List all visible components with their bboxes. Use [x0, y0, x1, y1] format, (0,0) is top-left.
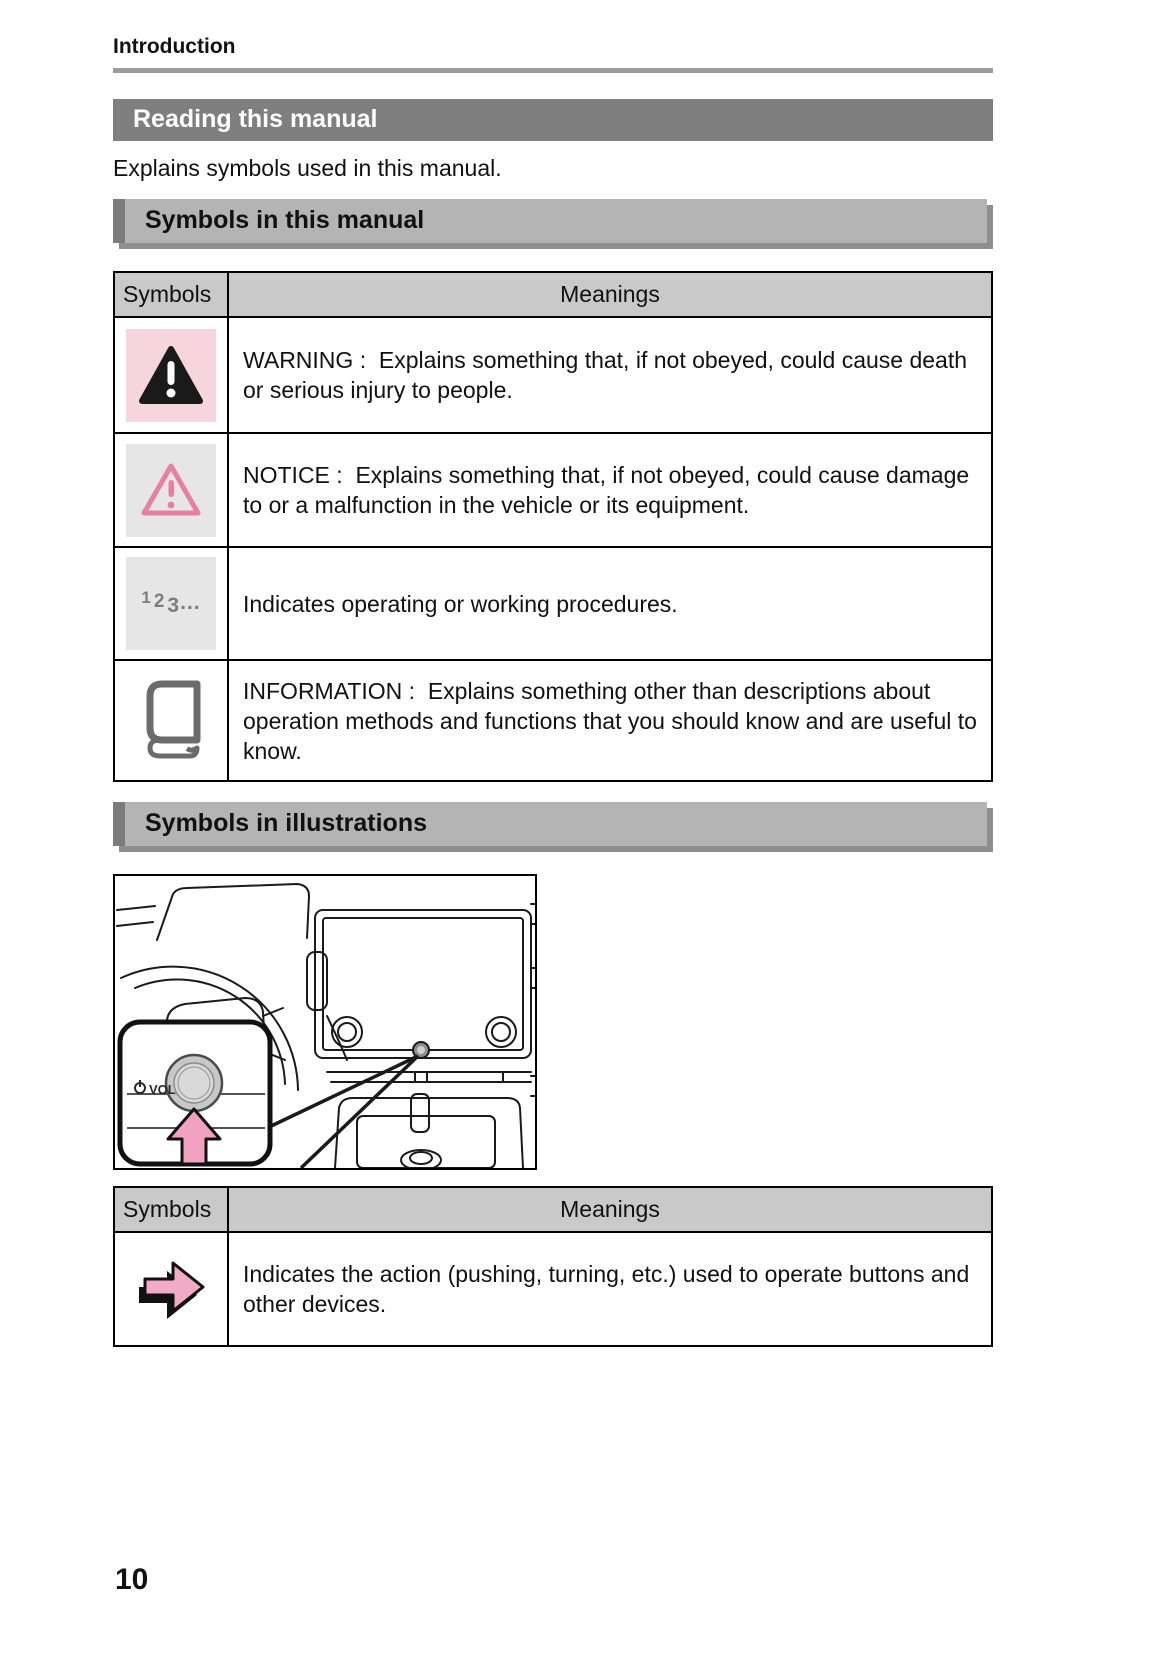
dashboard-lines — [117, 906, 155, 926]
header-rule — [113, 68, 993, 73]
table-row-information — [114, 660, 992, 781]
meaning-text: Indicates operating or working procedures. — [228, 547, 992, 660]
table-row-action-arrow — [114, 1232, 992, 1346]
table-row-warning — [114, 317, 992, 433]
column-header-symbols: Symbols — [114, 1187, 228, 1232]
subsection-heading-symbols-illustrations: Symbols in illustrations — [113, 802, 987, 846]
column-header-meanings: Meanings — [228, 1187, 992, 1232]
meaning-text: Indicates the action (pushing, turning, etc.) used to operate buttons and other devices. — [228, 1232, 992, 1346]
symbol-cell — [114, 1232, 228, 1346]
symbol-cell — [114, 433, 228, 547]
symbols-meanings-table-2 — [113, 1186, 993, 1347]
warning-triangle-icon — [126, 329, 216, 422]
procedure-steps-icon: 1 23... — [126, 557, 216, 650]
knob-label: VOL — [149, 1082, 176, 1097]
volume-knob-callout — [120, 1022, 270, 1164]
table-header-row — [114, 272, 992, 317]
table-header-row — [114, 1187, 992, 1232]
section-title-banner: Reading this manual — [113, 99, 993, 141]
symbols-meanings-table-1 — [113, 271, 993, 782]
notice-triangle-icon — [126, 444, 216, 537]
symbol-cell — [114, 547, 228, 660]
display-screen — [315, 910, 531, 1058]
meaning-text: NOTICE : Explains something that, if not obeyed, could cause damage to or a malfunction in the vehicle or its equipment. — [228, 433, 992, 547]
action-arrow-icon — [126, 1243, 216, 1336]
instrument-hood — [157, 884, 309, 940]
column-header-meanings: Meanings — [228, 272, 992, 317]
page-number: 10 — [115, 1563, 149, 1596]
symbol-cell — [114, 660, 228, 781]
illustration-figure — [115, 876, 535, 1168]
dashboard-illustration — [113, 874, 537, 1170]
meaning-text: WARNING : Explains something that, if not obeyed, could cause death or serious injury to people. — [228, 317, 992, 433]
page-content — [113, 34, 993, 1367]
column-header-symbols: Symbols — [114, 272, 228, 317]
table-row-notice — [114, 433, 992, 547]
table-row-procedures — [114, 547, 992, 660]
meaning-text: INFORMATION : Explains something other than descriptions about operation methods and functions that you should know and are useful to know. — [228, 660, 992, 781]
breadcrumb: Introduction — [113, 35, 236, 58]
information-book-icon — [126, 674, 216, 767]
section-description: Explains symbols used in this manual. — [113, 155, 502, 181]
symbol-cell — [114, 317, 228, 433]
subsection-heading-symbols-manual: Symbols in this manual — [113, 199, 987, 243]
